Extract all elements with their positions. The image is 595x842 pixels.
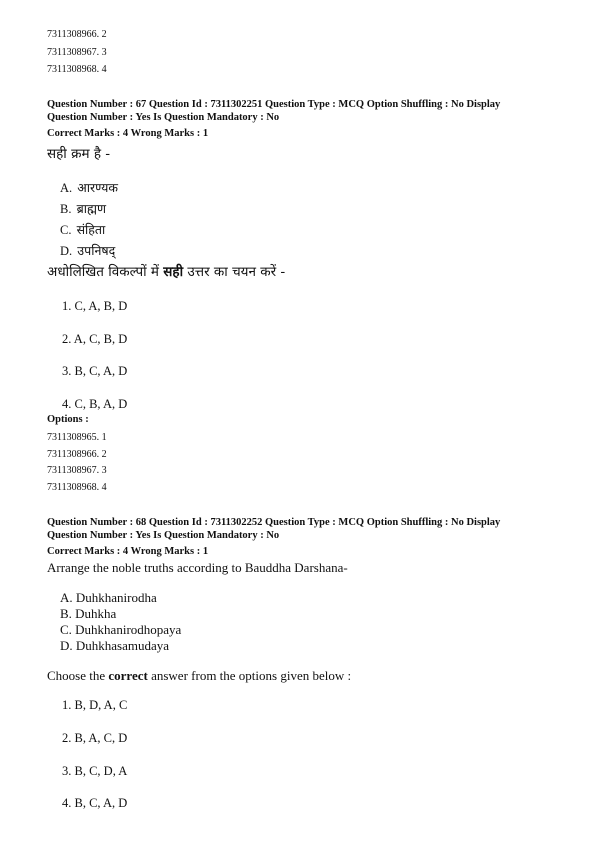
item-text: Duhkhasamudaya	[75, 638, 170, 653]
q68-choice-4: 4. B, C, A, D	[62, 796, 128, 810]
item-text: ब्राह्मण	[76, 201, 106, 216]
q68-item-a	[60, 590, 181, 606]
instruction-emphasis: correct	[108, 668, 148, 683]
instruction-text: उत्तर का चयन करें -	[183, 264, 286, 280]
q67-choice-4: 4. C, B, A, D	[62, 397, 128, 411]
q67-choice-3: 3. B, C, A, D	[62, 364, 128, 378]
q68-meta-line-2: Question Number : Yes Is Question Mandatory : No	[47, 530, 280, 541]
q67-option-id: 7311308968. 4	[47, 482, 107, 493]
q68-prompt: Arrange the noble truths according to Bauddha Darshana-	[47, 560, 348, 575]
q67-marks: Correct Marks : 4 Wrong Marks : 1	[47, 128, 209, 139]
q67-item-c	[60, 219, 118, 240]
item-key: B.	[60, 606, 72, 621]
q67-meta-line-2: Question Number : Yes Is Question Mandatory : No	[47, 112, 280, 123]
instruction-text: Choose the	[47, 668, 109, 683]
q67-item-b	[60, 198, 118, 219]
q67-choice-2: 2. A, C, B, D	[62, 332, 128, 346]
q68-item-b	[60, 606, 181, 622]
option-id-line: 7311308966. 2	[47, 29, 107, 40]
item-text: Duhkhanirodhopaya	[75, 622, 182, 637]
item-key: C.	[60, 622, 72, 637]
item-key: B.	[60, 202, 72, 216]
item-text: आरण्यक	[77, 180, 118, 195]
q67-options-label: Options :	[47, 414, 89, 425]
q68-instruction	[47, 668, 351, 684]
q68-item-c	[60, 622, 181, 638]
q67-option-id: 7311308966. 2	[47, 449, 107, 460]
q68-marks: Correct Marks : 4 Wrong Marks : 1	[47, 546, 209, 557]
q68-item-d	[60, 638, 181, 654]
q67-item-list	[60, 177, 118, 261]
instruction-emphasis: सही	[163, 264, 184, 280]
q68-meta-line-1: Question Number : 68 Question Id : 7311302252 Question Type : MCQ Option Shuffling : No Display	[47, 517, 501, 528]
q68-item-list	[60, 590, 181, 654]
q67-choice-1: 1. C, A, B, D	[62, 299, 128, 313]
q67-item-d	[60, 240, 118, 261]
option-id-line: 7311308968. 4	[47, 64, 107, 75]
q67-item-a	[60, 177, 118, 198]
item-key: C.	[60, 223, 72, 237]
q68-choice-1: 1. B, D, A, C	[62, 698, 128, 712]
item-text: संहिता	[76, 222, 106, 237]
q67-option-id: 7311308965. 1	[47, 432, 107, 443]
item-text: Duhkhanirodha	[75, 590, 157, 605]
q68-choice-3: 3. B, C, D, A	[62, 764, 128, 778]
q67-prompt: सही क्रम है -	[47, 146, 111, 162]
item-key: D.	[60, 638, 73, 653]
q68-choice-2: 2. B, A, C, D	[62, 731, 128, 745]
q67-instruction	[47, 262, 285, 280]
q67-option-id: 7311308967. 3	[47, 465, 107, 476]
instruction-text: answer from the options given below :	[147, 668, 352, 683]
q67-meta-line-1: Question Number : 67 Question Id : 7311302251 Question Type : MCQ Option Shuffling : No Display	[47, 99, 501, 110]
item-key: A.	[60, 590, 73, 605]
instruction-text: अधोलिखित विकल्पों में	[47, 264, 164, 280]
item-key: A.	[60, 181, 73, 195]
item-key: D.	[60, 244, 73, 258]
item-text: उपनिषद्	[77, 243, 116, 258]
option-id-line: 7311308967. 3	[47, 47, 107, 58]
item-text: Duhkha	[75, 606, 117, 621]
